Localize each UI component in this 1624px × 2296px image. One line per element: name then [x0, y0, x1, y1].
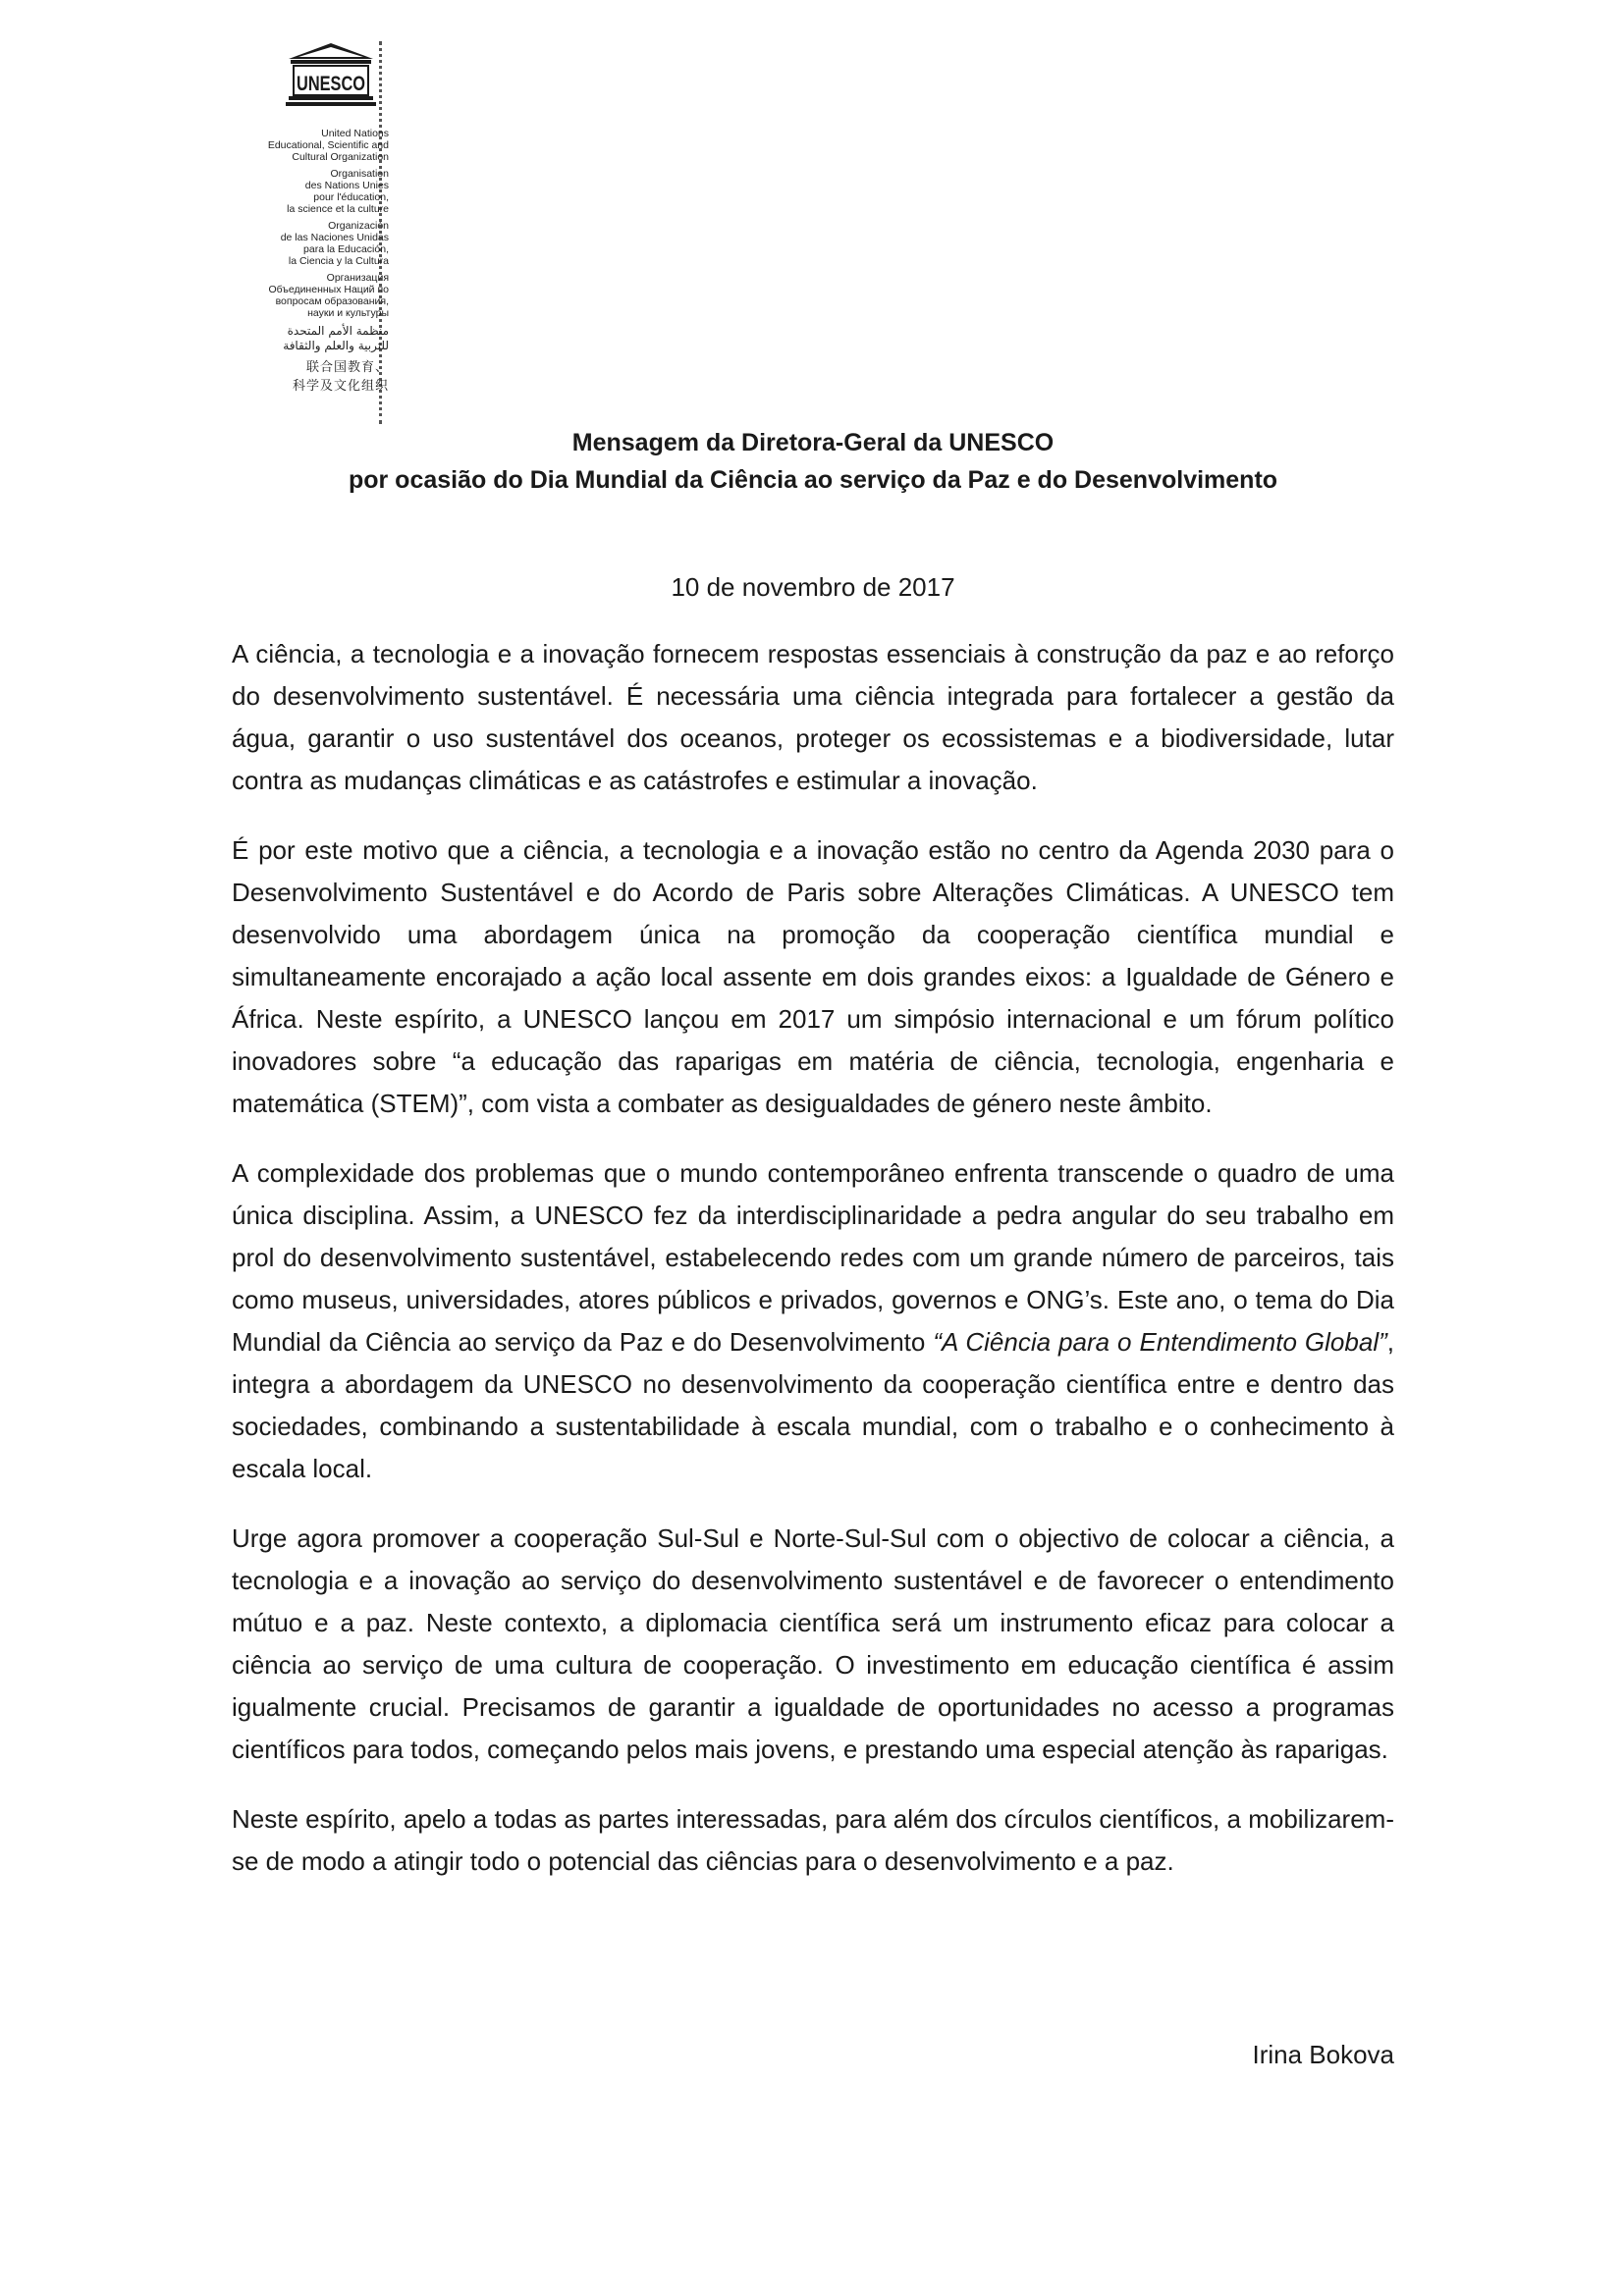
org-name-russian: Организация Объединенных Наций по вопросам образования, науки и культуры [268, 272, 389, 319]
org-name-french: Organisation des Nations Unies pour l'éducation, la science et la culture [287, 168, 389, 215]
paragraph-3 [232, 1152, 1394, 1490]
heading-line-1: Mensagem da Diretora-Geral da UNESCO [571, 429, 1055, 456]
org-name-arabic: منظمة الأمم المتحدة للتربية والعلم والثقافة [283, 324, 389, 352]
paragraph-5: Neste espírito, apelo a todas as partes interessadas, para além dos círculos científicos, a mobilizarem-se de modo a atingir todo o potencial das ciências para o desenvolvimento e a paz. [232, 1804, 1394, 1876]
signature: Irina Bokova [1252, 2040, 1394, 2069]
paragraph-4: Urge agora promover a cooperação Sul-Sul e Norte-Sul-Sul com o objectivo de colocar a ciência, a tecnologia e a inovação ao serviço do desenvolvimento sustentável e de favorecer o entendimento mútuo e a paz. Neste contexto, a diplomacia científica será um instrumento eficaz para colocar a ciência ao serviço de uma cultura de cooperação. O investimento em educação científica é assim igualmente crucial. Precisamos de garantir a igualdade de oportunidades no acesso a programas científicos para todos, começando pelos mais jovens, e prestando uma especial atenção às raparigas. [232, 1523, 1394, 1764]
paragraph-1: A ciência, a tecnologia e a inovação fornecem respostas essenciais à construção da paz e ao reforço do desenvolvimento sustentável. É necessária uma ciência integrada para fortalecer a gestão da água, garantir o uso sustentável dos oceanos, proteger os ecossistemas e a biodiversidade, lutar contra as mudanças climáticas e as catástrofes e estimular a inovação. [232, 639, 1394, 795]
unesco-wordmark: UNESCO [297, 73, 365, 95]
message-body [232, 633, 1394, 1910]
paragraph-3-text-b: , integra a abordagem da UNESCO no desenvolvimento da cooperação científica entre e dentro das sociedades, combinando a sustentabilidade à escala mundial, com o trabalho e o conhecimento à escala local. [232, 1327, 1394, 1483]
org-name-spanish: Organización de las Naciones Unidas para la Educación, la Ciencia y la Cultura [280, 220, 389, 267]
organization-names [212, 128, 389, 400]
org-name-chinese: 联合国教育、 科学及文化组织 [292, 360, 389, 394]
heading-line-2: por ocasião do Dia Mundial da Ciência ao serviço da Paz e do Desenvolvimento [348, 466, 1278, 494]
paragraph-3-theme-title: “A Ciência para o Entendimento Global” [933, 1327, 1387, 1357]
document-date: 10 de novembro de 2017 [671, 572, 955, 602]
unesco-temple-logo [285, 41, 377, 110]
org-name-english: United Nations Educational, Scientific and Cultural Organization [267, 128, 389, 163]
document-heading [232, 424, 1394, 499]
paragraph-3-text-a: A complexidade dos problemas que o mundo contemporâneo enfrenta transcende o quadro de uma única disciplina. Assim, a UNESCO fez da interdisciplinaridade a pedra angular do seu trabalho em prol do desenvolvimento sustentável, estabelecendo redes com um grande número de parceiros, tais como museus, universidades, atores públicos e privados, governos e ONG’s. Este ano, o tema do Dia Mundial da Ciência ao serviço da Paz e do Desenvolvimento [232, 1158, 1394, 1357]
paragraph-2: É por este motivo que a ciência, a tecnologia e a inovação estão no centro da Agenda 2030 para o Desenvolvimento Sustentável e do Acordo de Paris sobre Alterações Climáticas. A UNESCO tem desenvolvido uma abordagem única na promoção da cooperação científica mundial e simultaneamente encorajado a ação local assente em dois grandes eixos: a Igualdade de Género e África. Neste espírito, a UNESCO lançou em 2017 um simpósio internacional e um fórum político inovadores sobre “a educação das raparigas em matéria de ciência, tecnologia, engenharia e matemática (STEM)”, com vista a combater as desigualdades de género neste âmbito. [232, 835, 1394, 1118]
